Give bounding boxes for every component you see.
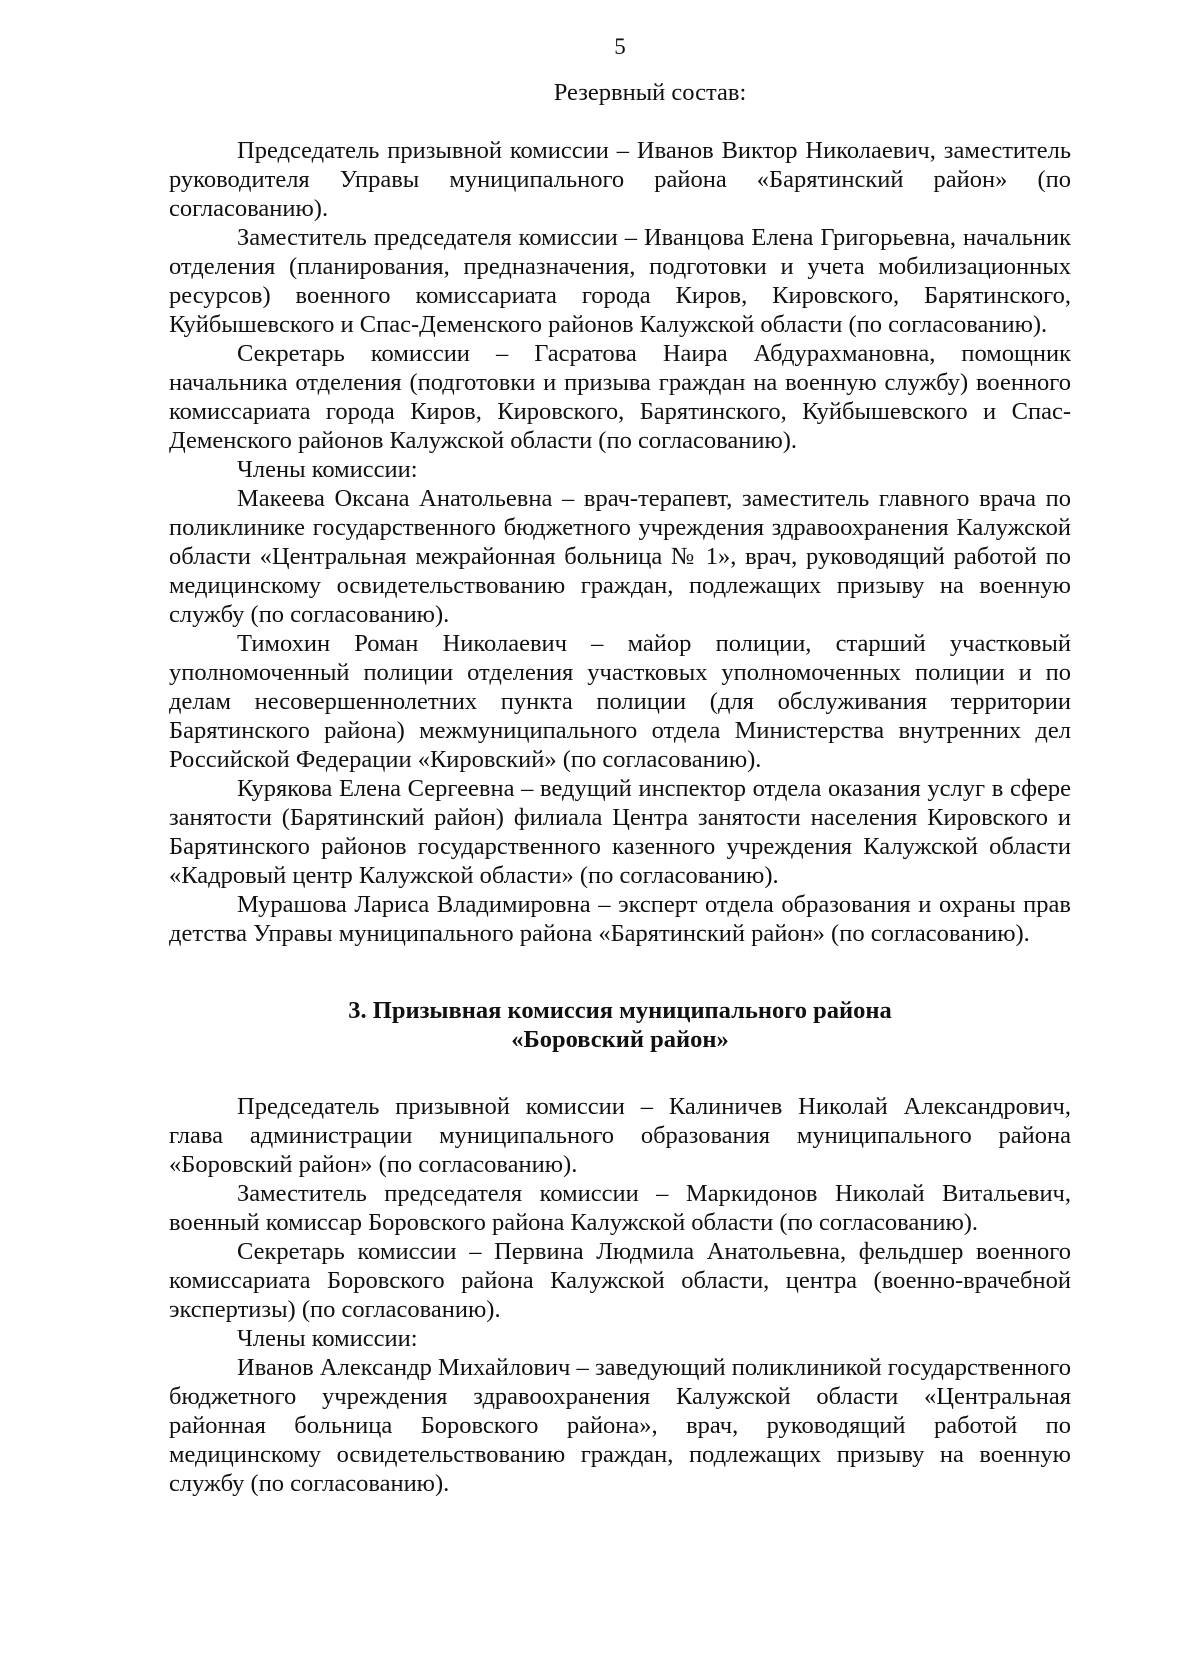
reserve-secretary: Секретарь комиссии – Гасратова Наира Абдурахмановна, помощник начальника отделения (подготовки и призыва граждан на военную службу) военного комиссариата города Киров, Кировского, Барятинского, Куйбышевского и Спас-Деменского районов Калужской области (по согласованию). bbox=[169, 340, 1071, 454]
page-number: 5 bbox=[614, 34, 626, 59]
reserve-member: Курякова Елена Сергеевна – ведущий инспектор отдела оказания услуг в сфере занятости (Барятинский район) филиала Центра занятости населения Кировского и Барятинского районов государственного казенного учреждения Калужской области «Кадровый центр Калужской области» (по согласованию). bbox=[169, 775, 1071, 889]
section-3-heading-line-2: «Боровский район» bbox=[511, 1026, 729, 1053]
reserve-subtitle: Резервный состав: bbox=[553, 79, 747, 106]
section-3-member: Иванов Александр Михайлович – заведующий поликлиникой государственного бюджетного учреждения здравоохранения Калужской области «Центральная районная больница Боровского района», врач, руководящий работой по медицинскому освидетельствованию граждан, подлежащих призыву на военную службу (по согласованию). bbox=[169, 1354, 1071, 1497]
section-3-heading-line-1: 3. Призывная комиссия муниципального района bbox=[348, 997, 892, 1024]
section-3-chair: Председатель призывной комиссии – Калиничев Николай Александрович, глава администрации муниципального образования муниципального района «Боровский район» (по согласованию). bbox=[169, 1093, 1071, 1178]
document-body bbox=[169, 78, 1071, 1498]
reserve-member: Тимохин Роман Николаевич – майор полиции, старший участковый уполномоченный полиции отделения участковых уполномоченных полиции и по делам несовершеннолетних пункта полиции (для обслуживания территории Барятинского района) межмуниципального отдела Министерства внутренних дел Российской Федерации «Кировский» (по согласованию). bbox=[169, 630, 1071, 773]
section-3-secretary: Секретарь комиссии – Первина Людмила Анатольевна, фельдшер военного комиссариата Боровского района Калужской области, центра (военно-врачебной экспертизы) (по согласованию). bbox=[169, 1238, 1071, 1323]
reserve-member: Мурашова Лариса Владимировна – эксперт отдела образования и охраны прав детства Управы муниципального района «Барятинский район» (по согласованию). bbox=[169, 891, 1071, 947]
reserve-members-label: Члены комиссии: bbox=[237, 456, 418, 483]
reserve-deputy: Заместитель председателя комиссии – Иванцова Елена Григорьевна, начальник отделения (планирования, предназначения, подготовки и учета мобилизационных ресурсов) военного комиссариата города Киров, Кировского, Барятинского, Куйбышевского и Спас-Деменского районов Калужской области (по согласованию). bbox=[169, 224, 1071, 338]
section-3-deputy: Заместитель председателя комиссии – Маркидонов Николай Витальевич, военный комиссар Боровского района Калужской области (по согласованию). bbox=[169, 1180, 1071, 1236]
section-3-members-label: Члены комиссии: bbox=[237, 1325, 418, 1352]
reserve-member: Макеева Оксана Анатольевна – врач-терапевт, заместитель главного врача по поликлинике государственного бюджетного учреждения здравоохранения Калужской области «Центральная межрайонная больница № 1», врач, руководящий работой по медицинскому освидетельствованию граждан, подлежащих призыву на военную службу (по согласованию). bbox=[169, 485, 1071, 628]
section-3-heading bbox=[169, 996, 1071, 1054]
reserve-chair: Председатель призывной комиссии – Иванов Виктор Николаевич, заместитель руководителя Управы муниципального района «Барятинский район» (по согласованию). bbox=[169, 137, 1071, 222]
